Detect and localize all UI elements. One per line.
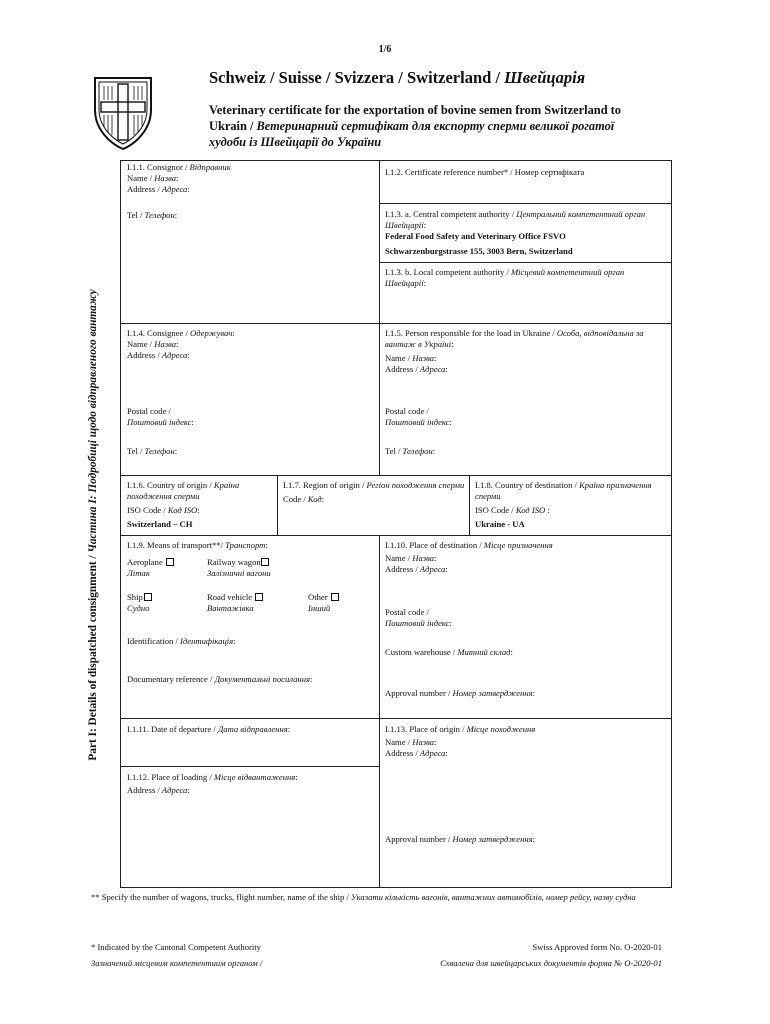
approved-form-number-ua: Схвалена для швейцарських документів форма № O-2020-01 — [440, 958, 662, 968]
place-of-destination-field[interactable]: I.1.10. Place of destination / Місце призначення Name / Назва: Address / Адреса: Postal code / Поштовий індекс: Custom warehouse / Митний склад: Approval number / Номер затвердження: — [385, 540, 553, 698]
aeroplane-checkbox[interactable] — [166, 558, 174, 566]
consignor-field[interactable]: I.1.1. Consignor / Відправник Name / Назва: Address / Адреса: Tel / Телефон: — [127, 162, 231, 220]
certificate-country-title: Schweiz / Suisse / Svizzera / Switzerland / Швейцарія — [209, 68, 586, 87]
country-of-destination-field[interactable]: I.1.8. Country of destination / Країна призначення сперми ISO Code / Код ISO : Ukraine - UA — [475, 480, 652, 529]
region-of-origin-field[interactable]: I.1.7. Region of origin / Регіон походження сперми Code / Код: — [283, 480, 465, 504]
means-of-transport-field: I.1.9. Means of transport**/ Транспорт: Aeroplane Літак Railway wagon Залізничні вагони Ship Судно Road vehicle Вантажівка Other Інший Identification / Ідентифікація: Documentary reference / Документальні посилання: — [127, 540, 375, 716]
road-vehicle-option[interactable]: Road vehicle — [207, 592, 263, 603]
place-of-loading-field[interactable]: I.1.12. Place of loading / Місце відвантаження: Address / Адреса: — [127, 772, 298, 795]
certificate-reference-field[interactable]: I.1.2. Certificate reference number* / Номер сертифіката — [385, 167, 585, 177]
place-of-origin-field[interactable]: I.1.13. Place of origin / Місце походження Name / Назва: Address / Адреса: Approval number / Номер затвердження: — [385, 724, 536, 844]
indicated-footnote-ua: Зазначений місцевим компетентним органом / — [91, 958, 263, 968]
aeroplane-option[interactable]: Aeroplane — [127, 557, 174, 568]
consignee-field[interactable]: I.1.4. Consignee / Одержувач: Name / Назва: Address / Адреса: Postal code / Поштовий індекс: Tel / Телефон: — [127, 328, 235, 456]
approved-form-number: Swiss Approved form No. O-2020-01 — [532, 942, 662, 952]
swiss-coat-of-arms-logo — [90, 72, 156, 152]
road-vehicle-checkbox[interactable] — [255, 593, 263, 601]
local-authority-field[interactable]: I.1.3. b. Local competent authority / Місцевий компетентний орган Швейцарії: — [385, 267, 625, 288]
railway-option[interactable]: Railway wagon — [207, 557, 269, 568]
consignment-details-table — [120, 160, 672, 888]
date-of-departure-field[interactable]: I.1.11. Date of departure / Дата відправлення: — [127, 724, 291, 734]
identification-field[interactable]: Identification / Ідентифікація: — [127, 636, 236, 646]
part-one-side-label: Part I: Details of dispatched consignment / Частина I: Подробиці щодо відправленого вантажу — [87, 289, 99, 761]
transport-footnote: ** Specify the number of wagons, trucks, flight number, name of the ship / Указати кількість вагонів, вантажних автомобілів, номер рейсу, назву судна — [91, 892, 636, 902]
indicated-footnote: * Indicated by the Cantonal Competent Authority — [91, 942, 261, 952]
other-checkbox[interactable] — [331, 593, 339, 601]
central-authority-field[interactable]: I.1.3. a. Central competent authority / Центральний компетентний орган Швейцарії: Federal Food Safety and Veterinary Office FSVO Schwarzenburgstrasse 155, 3003 Bern, Switzerland — [385, 209, 646, 256]
country-of-origin-field[interactable]: I.1.6. Country of origin / Країна походження сперми ISO Code / Код ISO: Switzerland – CH — [127, 480, 240, 529]
ship-option[interactable]: Ship — [127, 592, 152, 603]
other-option[interactable]: Other — [308, 592, 339, 603]
documentary-reference-field[interactable]: Documentary reference / Документальні посилання: — [127, 674, 313, 684]
page-number: 1/6 — [378, 44, 392, 55]
certificate-subtitle: Veterinary certificate for the exportation of bovine semen from Switzerland to Ukrain / Ветеринарний сертифікат для експорту сперми великої рогатої худоби із Швейцарії до України — [209, 103, 621, 149]
responsible-person-field[interactable]: I.1.5. Person responsible for the load in Ukraine / Особа, відповідальна за вантаж в Україні: Name / Назва: Address / Адреса: Postal code / Поштовий індекс: Tel / Телефон: — [385, 328, 644, 456]
ship-checkbox[interactable] — [144, 593, 152, 601]
railway-checkbox[interactable] — [261, 558, 269, 566]
